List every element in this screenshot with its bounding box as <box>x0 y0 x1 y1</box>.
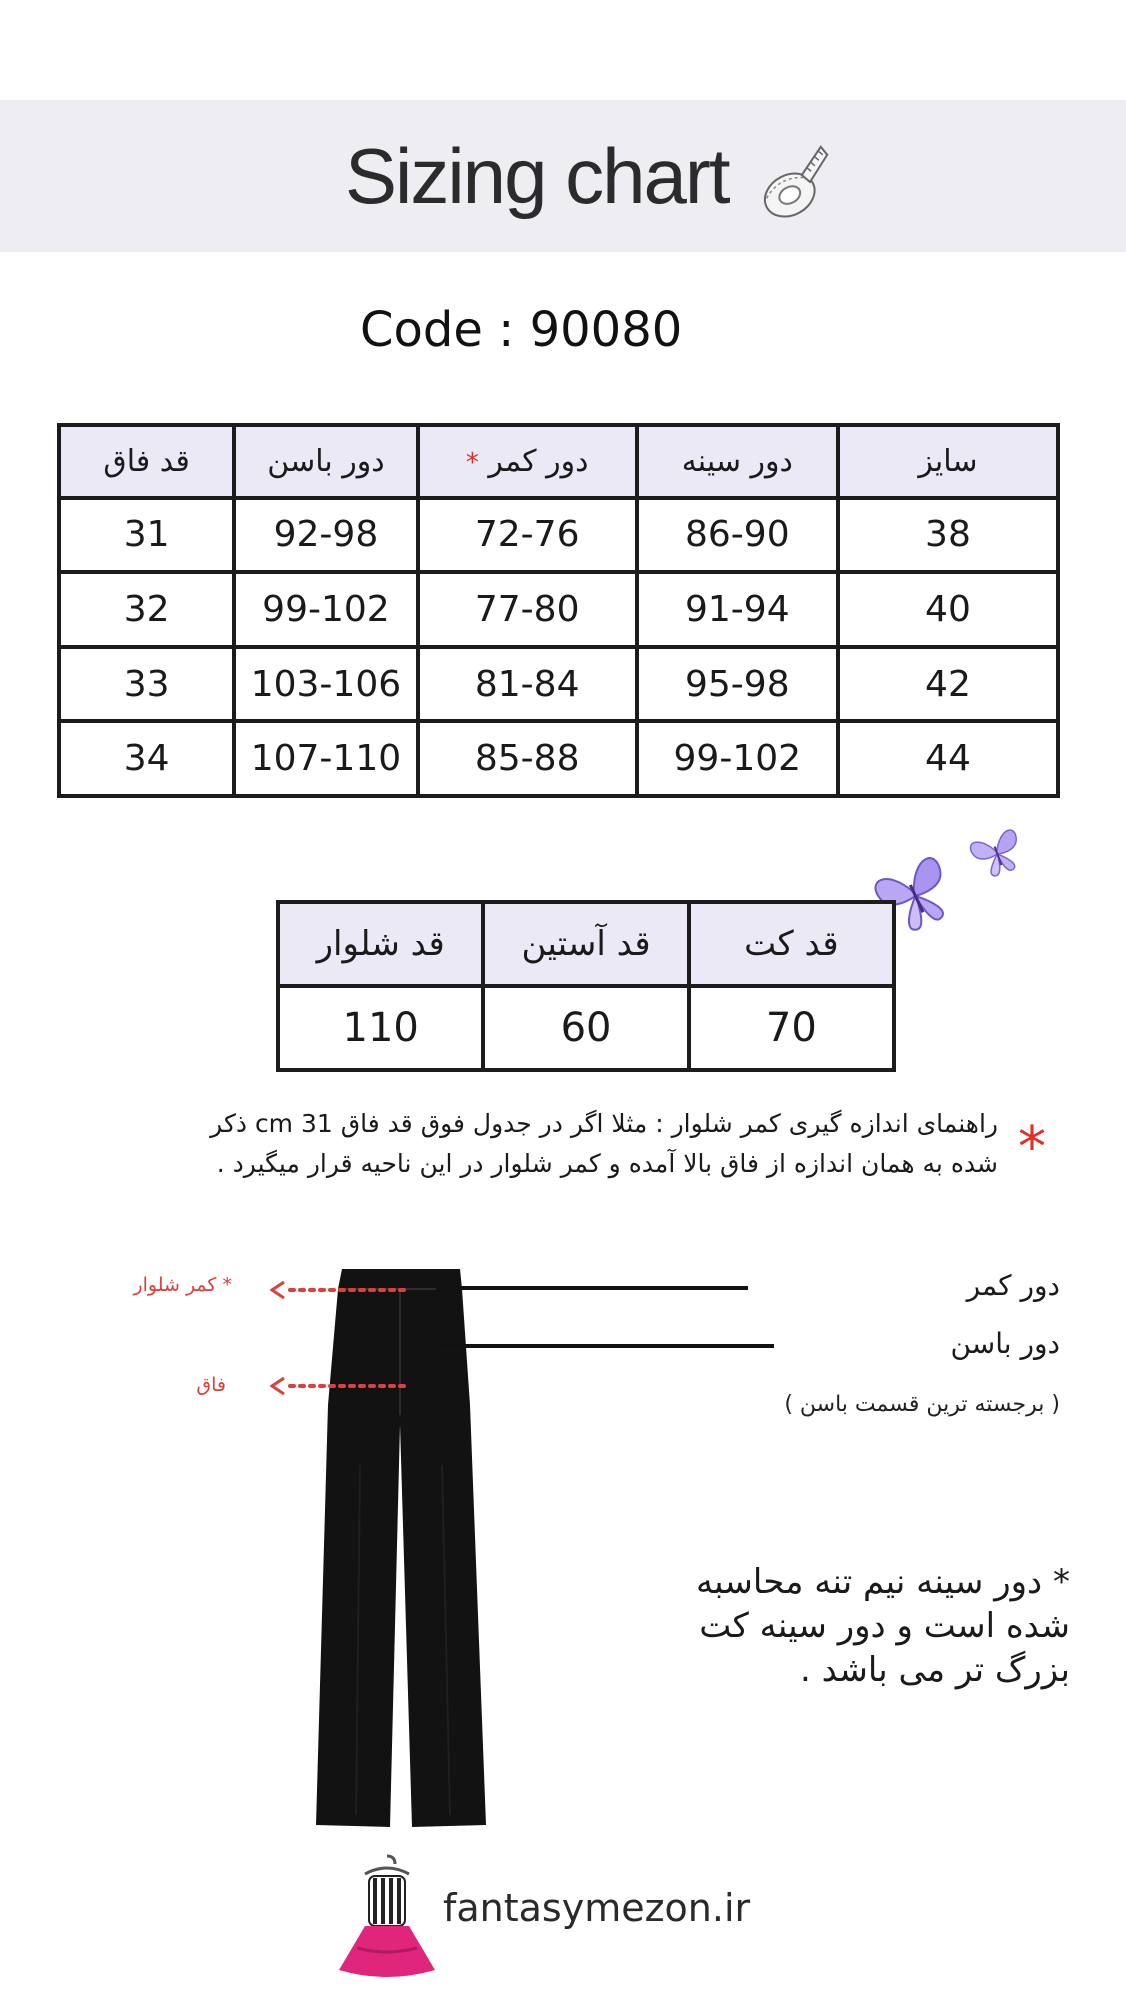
cell-hip: 99-102 <box>234 572 417 647</box>
cell-hip: 103-106 <box>234 647 417 722</box>
chest-note <box>600 1560 1070 1740</box>
crotch-marker-label: فاق <box>196 1374 226 1396</box>
hip-label: دور باسن <box>950 1327 1060 1360</box>
note-asterisk: * <box>1018 1115 1046 1180</box>
waist-measure-note <box>78 1104 998 1192</box>
cell-crotch: 33 <box>59 647 234 722</box>
header-chest: دور سینه <box>637 425 838 498</box>
table-row <box>278 986 894 1070</box>
butterfly-icon <box>966 822 1028 884</box>
cell-waist: 77-80 <box>418 572 637 647</box>
chest-note-line-3: بزرگ تر می باشد . <box>799 1650 1070 1690</box>
header-sleeve-length: قد آستین <box>483 902 688 986</box>
header-size: سایز <box>838 425 1058 498</box>
hip-pointer-line <box>434 1344 774 1348</box>
cell-size: 44 <box>838 721 1058 796</box>
cell-hip: 107-110 <box>234 721 417 796</box>
waist-note-line-1: راهنمای اندازه گیری کمر شلوار : مثلا اگر در جدول فوق قد فاق 31 cm ذکر <box>210 1109 998 1138</box>
table-row <box>59 572 1058 647</box>
header-waist-label: دور کمر <box>488 443 589 479</box>
pants-waist-marker-label: * کمر شلوار <box>133 1274 232 1296</box>
table-row <box>59 647 1058 722</box>
header-pants-length: قد شلوار <box>278 902 483 986</box>
cell-waist: 81-84 <box>418 647 637 722</box>
header-waist <box>418 425 637 498</box>
cell-sleeve-length: 60 <box>483 986 688 1070</box>
length-table-header-row <box>278 902 894 986</box>
cell-size: 42 <box>838 647 1058 722</box>
chest-note-line-1: * دور سینه نیم تنه محاسبه <box>695 1562 1070 1602</box>
size-table <box>57 423 1060 798</box>
cell-hip: 92-98 <box>234 498 417 573</box>
cell-chest: 99-102 <box>637 721 838 796</box>
cell-jacket-length: 70 <box>689 986 894 1070</box>
header-hip: دور باسن <box>234 425 417 498</box>
cell-chest: 91-94 <box>637 572 838 647</box>
header-crotch-length: قد فاق <box>59 425 234 498</box>
cell-waist: 72-76 <box>418 498 637 573</box>
product-code: Code : 90080 <box>360 302 683 358</box>
cell-waist: 85-88 <box>418 721 637 796</box>
waist-pointer-line <box>436 1286 748 1290</box>
measuring-tape-icon <box>748 140 840 232</box>
brand-name: fantasymezon.ir <box>443 1886 751 1930</box>
cell-crotch: 34 <box>59 721 234 796</box>
crotch-arrow-icon <box>270 1374 406 1398</box>
cell-pants-length: 110 <box>278 986 483 1070</box>
cell-size: 38 <box>838 498 1058 573</box>
length-table <box>276 900 896 1072</box>
cell-chest: 86-90 <box>637 498 838 573</box>
cell-chest: 95-98 <box>637 647 838 722</box>
page-title: Sizing chart <box>345 132 729 220</box>
chest-note-line-2: شده است و دور سینه کت <box>699 1606 1070 1646</box>
dress-logo-icon <box>335 1852 439 1982</box>
waist-label: دور کمر <box>966 1269 1060 1302</box>
hip-note: ( برجسته ترین قسمت باسن ) <box>784 1392 1060 1417</box>
table-row <box>59 498 1058 573</box>
size-table-header-row <box>59 425 1058 498</box>
wide-leg-pants-icon <box>300 1265 500 1835</box>
waist-asterisk: * <box>465 447 479 478</box>
waist-note-line-2: شده به همان اندازه از فاق بالا آمده و کمر شلوار در این ناحیه قرار میگیرد . <box>216 1149 998 1178</box>
cell-crotch: 31 <box>59 498 234 573</box>
table-row <box>59 721 1058 796</box>
cell-crotch: 32 <box>59 572 234 647</box>
pants-waist-arrow-icon <box>270 1278 406 1302</box>
cell-size: 40 <box>838 572 1058 647</box>
header-jacket-length: قد کت <box>689 902 894 986</box>
